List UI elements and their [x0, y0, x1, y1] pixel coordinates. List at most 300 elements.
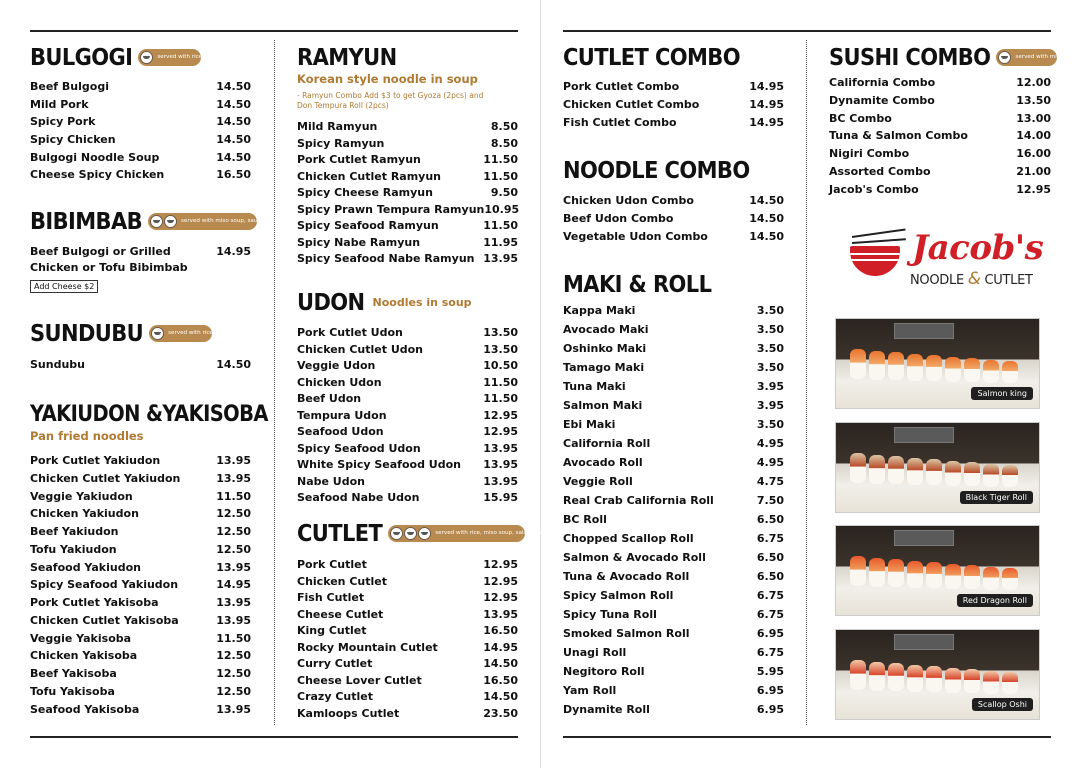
- menu-item: [297, 425, 518, 442]
- served-badge: served with rice: [149, 325, 212, 342]
- menu-item-price: 12.50: [216, 667, 251, 680]
- menu-item-price: 13.95: [216, 702, 251, 716]
- menu-item-name: Real Crab California Roll: [563, 494, 714, 507]
- restaurant-sign: [894, 634, 954, 650]
- sushi-piece: [1002, 361, 1018, 383]
- menu-item: [563, 304, 784, 323]
- menu-item-price: 3.50: [756, 342, 784, 355]
- menu-item: [297, 376, 518, 393]
- menu-item: [297, 409, 518, 426]
- menu-item-price: 13.95: [483, 441, 518, 455]
- sushi-piece: [945, 357, 961, 382]
- ramyun-combo-note: - Ramyun Combo Add $3 to get Gyoza (2pcs) and Don Tempura Roll (2pcs): [297, 91, 484, 110]
- menu-item: [297, 558, 518, 575]
- menu-item-price: 6.95: [756, 684, 784, 697]
- menu-item-price: 12.95: [483, 425, 518, 438]
- bowl-icon: [140, 51, 153, 64]
- menu-item-price: 4.95: [756, 456, 784, 469]
- add-cheese-note: Add Cheese $2: [30, 280, 98, 293]
- menu-item: [30, 454, 251, 472]
- menu-item-price: 16.50: [483, 673, 518, 687]
- menu-item-name: Pork Cutlet Combo: [563, 80, 680, 93]
- menu-item-name: BC Roll: [563, 513, 607, 526]
- menu-item: [563, 212, 784, 230]
- top-rule-right: [563, 30, 1051, 32]
- sushi-piece: [945, 564, 961, 589]
- menu-item-name: Chicken Cutlet: [297, 574, 387, 588]
- menu-item: [297, 707, 518, 724]
- bowl-icon: [150, 215, 163, 228]
- menu-item-name: Beef Udon Combo: [563, 211, 674, 225]
- menu-item-price: 16.50: [483, 624, 518, 637]
- bowl-icon: [390, 527, 403, 540]
- menu-item-price: 12.50: [216, 684, 251, 698]
- menu-item-name: Tuna & Salmon Combo: [829, 129, 968, 143]
- item-list: [297, 120, 518, 269]
- item-list: [30, 358, 251, 375]
- restaurant-logo: [848, 228, 1048, 290]
- menu-item-name: Pork Cutlet Yakisoba: [30, 596, 159, 609]
- menu-item-price: 13.95: [483, 607, 518, 621]
- menu-item-price: 13.95: [483, 474, 518, 488]
- menu-item-name: Chicken Cutlet Udon: [297, 342, 424, 356]
- menu-item: [297, 236, 518, 253]
- menu-item: [563, 194, 784, 212]
- section-title: UDON: [297, 288, 365, 316]
- menu-item: [563, 437, 784, 456]
- menu-item-name: Beef Yakisoba: [30, 667, 117, 680]
- sushi-piece: [926, 562, 942, 588]
- menu-item-price: 14.95: [216, 578, 251, 592]
- menu-item-price: 10.95: [484, 202, 520, 216]
- menu-item-name: Nabe Udon: [297, 474, 365, 488]
- menu-item-price: 6.95: [756, 703, 784, 716]
- menu-item-name: Vegetable Udon Combo: [563, 229, 708, 243]
- menu-item-name: Spicy Salmon Roll: [563, 589, 674, 602]
- sushi-piece: [1002, 672, 1018, 694]
- menu-item-price: 6.75: [756, 589, 784, 602]
- sushi-piece: [964, 565, 980, 589]
- menu-item-name: Salmon & Avocado Roll: [563, 551, 706, 564]
- menu-item: [829, 183, 1051, 201]
- sushi-piece: [964, 669, 980, 693]
- menu-item: [30, 667, 251, 685]
- menu-item-name: Beef Bulgogi: [30, 80, 109, 93]
- menu-item-price: 12.95: [483, 574, 518, 588]
- logo-name: Jacob's: [912, 228, 1044, 268]
- sushi-piece: [869, 662, 885, 691]
- item-list: [30, 245, 251, 261]
- sushi-piece: [1002, 568, 1018, 590]
- menu-item: [30, 685, 251, 703]
- item-list: [563, 304, 784, 722]
- menu-item-name: Veggie Yakisoba: [30, 631, 132, 645]
- chopstick-icon: [852, 238, 906, 244]
- menu-item-price: 3.95: [756, 380, 784, 393]
- sushi-piece: [983, 567, 999, 590]
- sushi-piece: [983, 464, 999, 487]
- menu-item-price: 11.50: [483, 219, 518, 232]
- sushi-piece: [850, 660, 866, 690]
- menu-item: [297, 392, 518, 409]
- menu-item-name: Seafood Udon: [297, 425, 384, 438]
- menu-item-price: 13.95: [216, 560, 251, 574]
- sushi-piece: [907, 665, 923, 692]
- served-badge: served with miso soup, sauce (spicy or soy): [148, 213, 257, 230]
- menu-item-price: 12.50: [216, 525, 251, 538]
- section-title: SUNDUBU: [30, 319, 144, 347]
- menu-item: [297, 591, 518, 608]
- menu-item-price: 11.95: [483, 235, 518, 249]
- menu-item: [297, 475, 518, 492]
- menu-item-name: Seafood Yakiudon: [30, 560, 141, 574]
- menu-item-price: 11.50: [216, 631, 251, 645]
- menu-item-price: 14.50: [749, 229, 784, 243]
- item-list: [563, 194, 784, 247]
- menu-item-name: Chicken Cutlet Yakiudon: [30, 471, 181, 485]
- menu-item: [297, 359, 518, 376]
- menu-item: [297, 219, 518, 236]
- menu-item: [30, 632, 251, 650]
- menu-item-price: 13.50: [1016, 93, 1051, 107]
- menu-item-name: Oshinko Maki: [563, 342, 647, 355]
- menu-item-price: 12.50: [216, 649, 251, 663]
- menu-item-name: Cheese Cutlet: [297, 607, 384, 621]
- menu-item-name: Curry Cutlet: [297, 657, 373, 670]
- menu-item: [829, 165, 1051, 183]
- menu-item-price: 12.50: [216, 507, 251, 521]
- menu-item: [563, 456, 784, 475]
- menu-item: [297, 608, 518, 625]
- menu-item-price: 13.50: [483, 326, 518, 339]
- sushi-piece: [888, 456, 904, 484]
- menu-item-name: Spicy Nabe Ramyun: [297, 235, 421, 249]
- menu-item: [30, 507, 251, 525]
- menu-item-price: 14.50: [216, 115, 251, 129]
- menu-item-name: California Combo: [829, 76, 936, 89]
- section-title: RAMYUN: [297, 43, 397, 71]
- menu-item-name: Spicy Seafood Udon: [297, 441, 421, 455]
- menu-item: [563, 570, 784, 589]
- menu-item: [30, 358, 251, 375]
- menu-item: [297, 657, 518, 674]
- menu-item-price: 4.95: [756, 437, 784, 450]
- menu-item: [297, 203, 518, 220]
- menu-item: [30, 596, 251, 614]
- menu-item-name: Fish Cutlet: [297, 591, 365, 604]
- restaurant-sign: [894, 427, 954, 443]
- menu-item-name: Beef Udon: [297, 392, 362, 405]
- menu-item-price: 14.50: [483, 657, 518, 670]
- menu-item: [30, 472, 251, 490]
- menu-item: [829, 94, 1051, 112]
- menu-item-name: Jacob's Combo: [829, 182, 919, 196]
- section-udon: [297, 288, 518, 508]
- menu-item-name: Salmon Maki: [563, 399, 643, 412]
- menu-item-price: 14.50: [749, 194, 784, 207]
- menu-item: [563, 380, 784, 399]
- menu-item-price: 4.75: [756, 475, 784, 488]
- menu-item-name: Dynamite Roll: [563, 703, 650, 716]
- menu-item-price: 6.75: [756, 646, 784, 659]
- section-sushi-combo: [829, 43, 1079, 201]
- menu-item-name: Pork Cutlet Yakiudon: [30, 454, 161, 467]
- sushi-piece: [983, 360, 999, 383]
- menu-item-name: Chicken Cutlet Ramyun: [297, 169, 442, 183]
- photo-scallop-oshi: [835, 629, 1040, 720]
- menu-item-name: Kamloops Cutlet: [297, 706, 400, 720]
- menu-item-price: 11.50: [483, 169, 518, 183]
- menu-item-name: Assorted Combo: [829, 164, 931, 178]
- menu-item-price: 5.95: [756, 665, 784, 678]
- menu-item: [30, 151, 251, 169]
- sushi-piece: [850, 349, 866, 379]
- menu-item-name: Cheese Lover Cutlet: [297, 673, 422, 687]
- menu-item-name: Spicy Seafood Ramyun: [297, 219, 439, 232]
- menu-item-name: Avocado Maki: [563, 323, 649, 336]
- menu-item: [563, 551, 784, 570]
- menu-item-price: 14.95: [749, 80, 784, 93]
- section-title: CUTLET: [297, 519, 383, 547]
- noodle-bowl-icon: [850, 246, 900, 276]
- menu-item-name: Spicy Chicken: [30, 133, 116, 147]
- menu-item-price: 13.00: [1016, 111, 1051, 125]
- menu-item: [30, 115, 251, 133]
- menu-item: [297, 442, 518, 459]
- menu-item-price: 11.50: [483, 392, 518, 405]
- menu-item-price: 3.50: [756, 323, 784, 336]
- menu-item: [297, 137, 518, 154]
- menu-item-name: Ebi Maki: [563, 418, 616, 431]
- menu-item-price: 11.50: [483, 375, 518, 389]
- sushi-piece: [926, 355, 942, 381]
- menu-item: [563, 342, 784, 361]
- section-title: BULGOGI: [30, 43, 133, 71]
- sushi-piece: [850, 453, 866, 483]
- item-list: [30, 454, 251, 720]
- section-subtitle: Korean style noodle in soup: [297, 72, 478, 86]
- menu-item-name: Beef Yakiudon: [30, 525, 119, 538]
- menu-item-price: 13.95: [483, 252, 518, 265]
- section-bibimbab: [30, 207, 304, 293]
- column-divider: [806, 40, 807, 725]
- section-cutlet-combo: [563, 43, 784, 133]
- section-subtitle: Noodles in soup: [372, 295, 472, 309]
- menu-item: [563, 513, 784, 532]
- menu-item-name: Spicy Ramyun: [297, 136, 385, 150]
- restaurant-sign: [894, 530, 954, 546]
- menu-item: [297, 343, 518, 360]
- sushi-piece: [945, 668, 961, 693]
- menu-item: [297, 153, 518, 170]
- photo-caption: Black Tiger Roll: [960, 491, 1033, 504]
- sushi-piece: [926, 666, 942, 692]
- menu-item-price: 16.50: [216, 168, 251, 182]
- item-list: [297, 558, 518, 723]
- menu-item: [297, 326, 518, 343]
- bowl-icon: [151, 327, 164, 340]
- photo-caption: Red Dragon Roll: [957, 594, 1033, 607]
- menu-item-name: Tamago Maki: [563, 361, 645, 374]
- menu-item-name: BC Combo: [829, 111, 892, 125]
- menu-item-name: Pork Cutlet Udon: [297, 326, 403, 339]
- menu-item-name: Spicy Cheese Ramyun: [297, 186, 433, 199]
- menu-item-price: 8.50: [490, 120, 518, 133]
- menu-item: [297, 186, 518, 203]
- menu-item-name: Chopped Scallop Roll: [563, 532, 694, 545]
- section-cutlet: [297, 519, 555, 723]
- menu-item-name: Cheese Spicy Chicken: [30, 168, 165, 182]
- sushi-piece: [983, 671, 999, 694]
- sushi-piece: [964, 462, 980, 486]
- section-bulgogi: [30, 43, 251, 186]
- photo-salmon-king: [835, 318, 1040, 409]
- menu-item-name: Spicy Seafood Yakiudon: [30, 578, 179, 592]
- section-sundubu: [30, 319, 251, 375]
- menu-item-name: Veggie Udon: [297, 359, 376, 372]
- restaurant-sign: [894, 323, 954, 339]
- menu-item-price: 12.00: [1016, 76, 1051, 89]
- menu-item-price: 14.95: [749, 115, 784, 129]
- menu-item-name: Spicy Seafood Nabe Ramyun: [297, 252, 475, 265]
- menu-item-name: Veggie Roll: [563, 475, 633, 488]
- menu-item: [563, 418, 784, 437]
- menu-item: [829, 112, 1051, 130]
- served-badge: served with miso soup: [996, 49, 1057, 66]
- menu-item-price: 9.50: [490, 186, 518, 199]
- menu-item-name: Sundubu: [30, 358, 85, 371]
- menu-item-name: Tofu Yakiudon: [30, 542, 117, 556]
- chopstick-icon: [852, 228, 906, 237]
- item-list: [829, 76, 1051, 201]
- menu-item-price: 6.50: [756, 513, 784, 526]
- menu-item: [563, 80, 784, 98]
- menu-item-name: King Cutlet: [297, 624, 367, 637]
- menu-item-name: Smoked Salmon Roll: [563, 627, 690, 640]
- menu-item-name: Unagi Roll: [563, 646, 627, 659]
- menu-item: [297, 624, 518, 641]
- menu-item: [563, 494, 784, 513]
- served-badge: served with rice, miso soup, salad & sauce: [388, 525, 525, 542]
- menu-item-name: Pork Cutlet Ramyun: [297, 153, 421, 166]
- menu-item: [829, 76, 1051, 94]
- menu-item-price: 6.50: [756, 570, 784, 583]
- menu-item-price: 14.95: [749, 97, 784, 111]
- menu-item: [30, 490, 251, 508]
- menu-item-price: 6.75: [756, 608, 784, 621]
- menu-item-price: 3.50: [756, 418, 784, 431]
- menu-item: [297, 641, 518, 658]
- menu-item: [297, 575, 518, 592]
- menu-item-price: 13.95: [216, 613, 251, 627]
- menu-item-price: 12.95: [483, 408, 518, 422]
- menu-item: [563, 361, 784, 380]
- menu-item: [30, 80, 251, 98]
- menu-item: [563, 646, 784, 665]
- menu-item-name: Chicken Cutlet Yakisoba: [30, 613, 179, 627]
- sushi-piece: [907, 354, 923, 381]
- menu-item-name: Spicy Prawn Tempura Ramyun: [297, 202, 485, 216]
- menu-item: [563, 399, 784, 418]
- photo-black-tiger-roll: [835, 422, 1040, 513]
- sushi-piece: [926, 459, 942, 485]
- menu-item-name: Negitoro Roll: [563, 665, 645, 678]
- menu-item-name: Beef Bulgogi or Grilled: [30, 245, 171, 258]
- menu-item-name: Yam Roll: [563, 684, 617, 697]
- menu-item: [563, 684, 784, 703]
- menu-item-price: 14.50: [216, 97, 251, 111]
- section-yakiudon-yakisoba: [30, 399, 268, 720]
- menu-item-name: Chicken Cutlet Combo: [563, 97, 700, 111]
- menu-item-name: Nigiri Combo: [829, 147, 910, 161]
- menu-item: [30, 168, 251, 186]
- menu-item-name: Rocky Mountain Cutlet: [297, 640, 438, 654]
- menu-item: [563, 627, 784, 646]
- sushi-piece: [888, 352, 904, 380]
- menu-item: [297, 170, 518, 187]
- menu-item-price: 14.00: [1016, 129, 1051, 143]
- menu-item-name: Pork Cutlet: [297, 558, 367, 571]
- menu-item-name: Spicy Tuna Roll: [563, 608, 657, 621]
- menu-item: [30, 561, 251, 579]
- sushi-piece: [869, 455, 885, 484]
- menu-item-price: 23.50: [483, 706, 518, 720]
- column-divider: [274, 40, 275, 725]
- sushi-piece: [869, 351, 885, 380]
- sushi-piece: [888, 663, 904, 691]
- menu-item: [829, 129, 1051, 147]
- photo-red-dragon-roll: [835, 525, 1040, 616]
- menu-item-price: 14.50: [749, 211, 784, 225]
- logo-subtitle: NOODLE & CUTLET: [910, 269, 1033, 289]
- sushi-piece: [869, 558, 885, 587]
- menu-item-price: 15.95: [483, 491, 518, 504]
- item-list: [297, 326, 518, 508]
- section-title: CUTLET COMBO: [563, 43, 740, 71]
- bowl-icon: [404, 527, 417, 540]
- menu-item-price: 10.50: [483, 359, 518, 372]
- menu-item-price: 6.75: [756, 532, 784, 545]
- menu-item-name: Kappa Maki: [563, 304, 636, 317]
- menu-item-name: Tofu Yakisoba: [30, 684, 115, 698]
- menu-item-price: 14.50: [216, 150, 251, 164]
- top-rule-left: [30, 30, 518, 32]
- menu-item: [30, 525, 251, 543]
- menu-item-price: 14.95: [483, 640, 518, 654]
- section-subtitle: Pan fried noodles: [30, 429, 144, 443]
- menu-item-name: Chicken Udon: [297, 375, 382, 389]
- menu-item-price: 12.95: [483, 558, 518, 571]
- menu-item-price: 14.50: [216, 80, 251, 93]
- menu-item: [30, 98, 251, 116]
- item-list: [30, 80, 251, 186]
- menu-item-name: Avocado Roll: [563, 456, 643, 469]
- bottom-rule-right: [563, 736, 1051, 738]
- menu-item-price: 3.50: [756, 304, 784, 317]
- menu-item: [30, 245, 251, 261]
- section-title: SUSHI COMBO: [829, 43, 991, 71]
- menu-item: [297, 491, 518, 508]
- menu-item-price: 13.50: [483, 342, 518, 356]
- menu-item-price: 6.95: [756, 627, 784, 640]
- menu-item-name: Tuna & Avocado Roll: [563, 570, 690, 583]
- section-maki-roll: [563, 270, 784, 722]
- menu-item-price: 14.50: [216, 133, 251, 147]
- menu-item-price: 14.50: [483, 690, 518, 703]
- menu-item: [30, 614, 251, 632]
- menu-item-price: 21.00: [1016, 164, 1051, 178]
- bottom-rule-left: [30, 736, 518, 738]
